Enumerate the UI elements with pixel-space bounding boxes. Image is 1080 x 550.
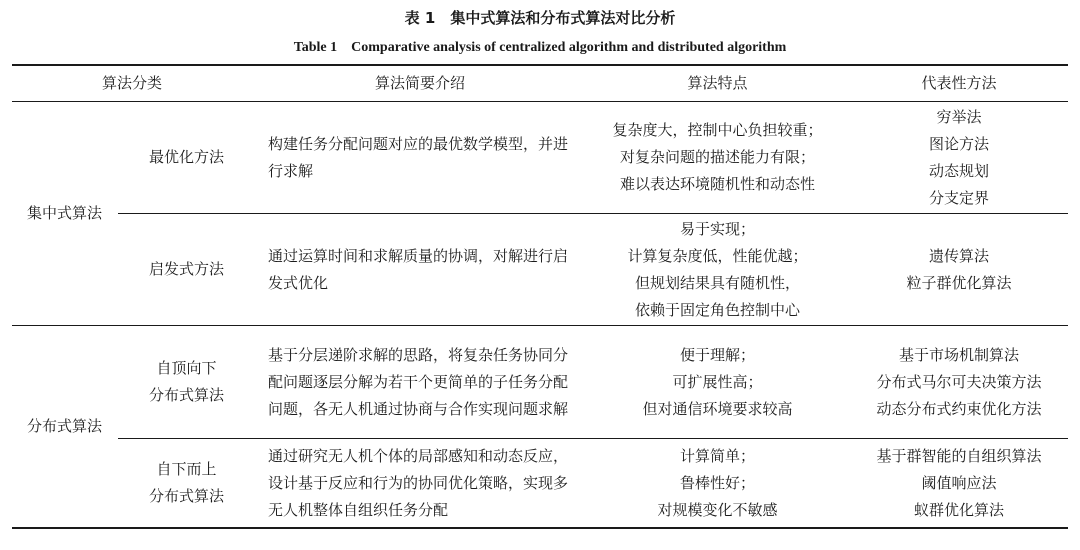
table-row-examples: 遗传算法 粒子群优化算法 (906, 246, 1012, 292)
header-category: 算法分类 (101, 74, 162, 92)
table-caption-en: Table 1 Comparative analysis of centralized algorithm and distributed algorithm (293, 40, 787, 55)
table-row-method: 最优化方法 (148, 148, 224, 166)
table-row-intro: 通过运算时间和求解质量的协调，对解进行启发式优化 (268, 246, 569, 292)
table-row-examples: 基于市场机制算法 分布式马尔可夫决策方法 动态分布式约束优化方法 (876, 345, 1042, 418)
table-row-features: 计算简单； 鲁棒性好； 对规模变化不敏感 (657, 446, 778, 519)
table-row-method: 自下而上 分布式算法 (148, 460, 224, 505)
table-row-intro: 通过研究无人机个体的局部感知和动态反应，设计基于反应和行为的协同优化策略，实现多无人机整体自组织任务分配 (268, 446, 569, 519)
header-features: 算法特点 (687, 74, 748, 92)
table-row-intro: 构建任务分配问题对应的最优数学模型，并进行求解 (268, 134, 569, 180)
group-label-distributed: 分布式算法 (26, 417, 102, 435)
table-row-features: 复杂度大，控制中心负担较重； 对复杂问题的描述能力有限； 难以表达环境随机性和动态性 (612, 121, 823, 193)
table-row-examples: 基于群智能的自组织算法 阈值响应法 蚁群优化算法 (876, 446, 1042, 519)
table-row-features: 便于理解； 可扩展性高； 但对通信环境要求较高 (642, 345, 793, 418)
table-row-method: 自顶向下 分布式算法 (148, 359, 224, 404)
table-row-features: 易于实现； 计算复杂度低，性能优越； 但规划结果具有随机性， 依赖于固定角色控制中心 (627, 219, 808, 319)
group-label-centralized: 集中式算法 (26, 204, 102, 222)
header-intro: 算法简要介绍 (374, 74, 465, 92)
table-row-method: 启发式方法 (148, 260, 224, 278)
table-row-intro: 基于分层递阶求解的思路，将复杂任务协同分配问题逐层分解为若干个更简单的子任务分配问题，各无人机通过协商与合作实现问题求解 (268, 345, 569, 418)
header-examples: 代表性方法 (921, 74, 997, 92)
bottom-rule (12, 527, 1068, 529)
table-caption-cn: 表 1 集中式算法和分布式算法对比分析 (404, 9, 676, 27)
table-row-examples: 穷举法 图论方法 动态规划 分支定界 (928, 107, 989, 207)
